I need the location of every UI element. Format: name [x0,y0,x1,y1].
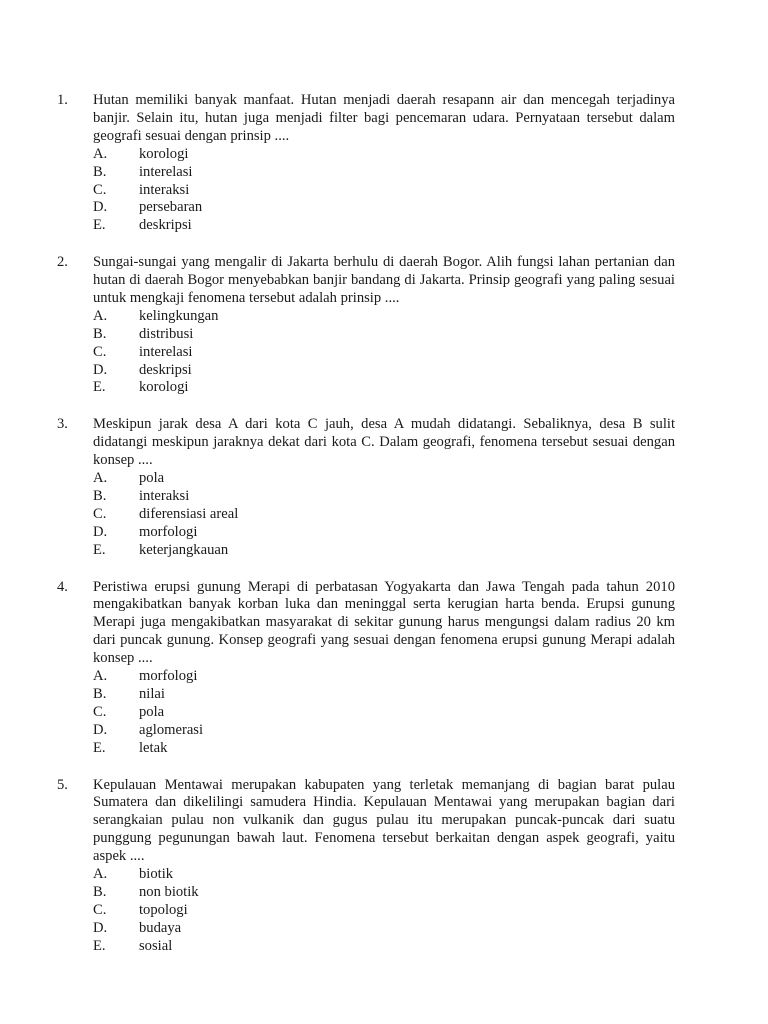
answer-option [0,379,768,397]
question-number: 3. [57,416,68,433]
question-text: Hutan memiliki banyak manfaat. Hutan menjadi daerah resapann air dan mencegah terjadinya banjir. Selain itu, hutan juga menjadi filter bagi pencemaran udara. Pernyataan tersebut dalam geografi sesuai dengan prinsip .... [93,92,675,144]
option-letter: C. [93,703,107,720]
answer-option [0,722,768,740]
answer-option [0,217,768,235]
option-letter: D. [93,199,108,216]
question-text: Kepulauan Mentawai merupakan kabupaten yang terletak memanjang di bagian barat pulau Sumatera dan dikelilingi samudera Hindia. Kepulauan Mentawai yang merupakan bagian dari serangkaian pulau non vulkanik dan gugus pulau itu merupakan puncak-puncak dari suatu punggung pegunungan bawah laut. Fenomena tersebut berkaitan dengan aspek geografi, yaitu aspek .... [93,776,675,865]
question-number: 2. [57,254,68,271]
option-text: deskripsi [139,217,192,234]
answer-option [0,362,768,380]
option-text: topologi [139,901,188,918]
answer-option [0,164,768,182]
answer-option [0,542,768,560]
question-3 [0,416,768,559]
option-text: korologi [139,379,189,396]
option-letter: D. [93,919,108,936]
option-text: budaya [139,919,182,936]
option-letter: E. [93,379,106,396]
answer-option [0,326,768,344]
answer-options [0,470,768,559]
option-text: letak [139,739,168,756]
question-number: 4. [57,578,68,595]
question-1 [0,92,768,235]
option-text: morfologi [139,523,198,540]
answer-option [0,740,768,758]
option-text: non biotik [139,883,199,900]
option-text: kelingkungan [139,307,219,324]
option-letter: A. [93,145,108,162]
answer-option [0,199,768,217]
option-text: nilai [139,685,165,702]
question-5 [0,777,768,956]
answer-option [0,902,768,920]
option-letter: A. [93,668,108,685]
question-text: Sungai-sungai yang mengalir di Jakarta berhulu di daerah Bogor. Alih fungsi lahan pertanian dan hutan di daerah Bogor menyebabkan banjir bandang di Jakarta. Prinsip geografi yang paling sesuai untuk mengkaji fenomena tersebut adalah prinsip .... [93,254,675,306]
question-number: 5. [57,776,68,793]
question-text: Peristiwa erupsi gunung Merapi di perbatasan Yogyakarta dan Jawa Tengah pada tahun 2010 mengakibatkan banyak korban luka dan meninggal serta kerugian harta benda. Erupsi gunung Merapi juga mengakibatkan masyarakat di sekitar gunung harus mengungsi dalam radius 20 km dari puncak gunung. Konsep geografi yang sesuai dengan fenomena erupsi gunung Merapi adalah konsep .... [93,578,675,667]
option-text: interelasi [139,163,193,180]
option-letter: E. [93,217,106,234]
answer-option [0,524,768,542]
answer-option [0,938,768,956]
option-text: persebaran [139,199,203,216]
option-text: biotik [139,866,174,883]
answer-option [0,920,768,938]
document-page [0,92,768,974]
option-text: diferensiasi areal [139,505,239,522]
option-letter: B. [93,487,107,504]
option-text: interaksi [139,487,190,504]
answer-option [0,686,768,704]
answer-option [0,668,768,686]
option-text: morfologi [139,668,198,685]
answer-options [0,146,768,235]
option-text: pola [139,470,165,487]
answer-option [0,308,768,326]
question-4 [0,579,768,758]
option-text: deskripsi [139,361,192,378]
question-number: 1. [57,92,68,108]
option-letter: C. [93,181,107,198]
option-letter: A. [93,470,108,487]
option-letter: D. [93,721,108,738]
option-letter: A. [93,307,108,324]
option-text: sosial [139,937,173,954]
option-text: distribusi [139,325,194,342]
option-letter: E. [93,541,106,558]
answer-option [0,884,768,902]
option-letter: B. [93,685,107,702]
answer-option [0,146,768,164]
option-text: aglomerasi [139,721,204,738]
option-letter: D. [93,361,108,378]
option-letter: A. [93,866,108,883]
answer-option [0,488,768,506]
answer-option [0,344,768,362]
question-text: Meskipun jarak desa A dari kota C jauh, desa A mudah didatangi. Sebaliknya, desa B sulit didatangi meskipun jaraknya dekat dari kota C. Dalam geografi, fenomena tersebut sesuai dengan konsep .... [93,416,675,469]
answer-options [0,866,768,955]
question-2 [0,254,768,397]
option-letter: D. [93,523,108,540]
answer-option [0,704,768,722]
option-text: korologi [139,145,189,162]
option-letter: E. [93,739,106,756]
option-letter: C. [93,343,107,360]
option-letter: C. [93,901,107,918]
answer-option [0,506,768,524]
option-text: keterjangkauan [139,541,229,558]
option-text: pola [139,703,165,720]
option-letter: C. [93,505,107,522]
answer-option [0,866,768,884]
option-text: interaksi [139,181,190,198]
answer-options [0,308,768,397]
answer-option [0,470,768,488]
option-letter: B. [93,163,107,180]
answer-option [0,182,768,200]
answer-options [0,668,768,757]
option-text: interelasi [139,343,193,360]
option-letter: B. [93,325,107,342]
option-letter: E. [93,937,106,954]
option-letter: B. [93,883,107,900]
